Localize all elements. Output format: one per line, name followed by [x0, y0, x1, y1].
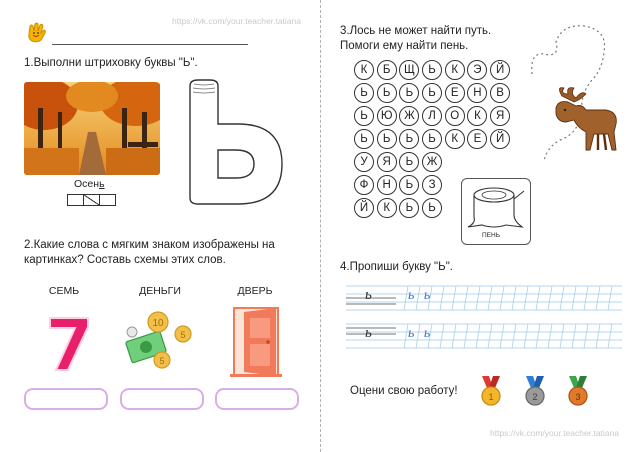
answer-box-sem[interactable] [24, 388, 108, 410]
medal-2-number: 2 [532, 392, 538, 402]
maze-letter[interactable]: Ь [422, 198, 442, 218]
name-line [52, 44, 248, 45]
task2-text-line2: картинках? Составь схемы этих слов. [24, 254, 226, 266]
maze-letter[interactable]: К [377, 198, 397, 218]
digit-seven-icon [44, 314, 92, 374]
maze-letter[interactable]: Ж [399, 106, 419, 126]
svg-text:10: 10 [152, 318, 164, 329]
sample-letter-1: ь [365, 287, 372, 303]
word-scheme [68, 194, 116, 206]
open-door-icon [230, 306, 286, 378]
scheme-cell [99, 194, 116, 206]
maze-letter[interactable]: Б [377, 60, 397, 80]
hand-icon [25, 22, 49, 44]
answer-box-dengi[interactable] [120, 388, 204, 410]
maze-letter[interactable]: Н [377, 175, 397, 195]
maze-letter[interactable]: Ь [399, 152, 419, 172]
maze-letter[interactable]: О [445, 106, 465, 126]
maze-letter[interactable]: Й [354, 198, 374, 218]
maze-letter[interactable]: Й [490, 129, 510, 149]
maze-letter[interactable]: К [445, 60, 465, 80]
maze-letter[interactable]: Ь [399, 129, 419, 149]
medal-3-icon[interactable] [565, 374, 591, 408]
maze-letter[interactable]: Ь [422, 60, 442, 80]
caption-dengi: ДЕНЬГИ [139, 285, 181, 297]
maze-letter[interactable]: Ф [354, 175, 374, 195]
rate-label: Оцени свою работу! [350, 385, 458, 397]
maze-letter[interactable]: Щ [399, 60, 419, 80]
maze-row [354, 129, 532, 149]
maze-letter[interactable]: З [422, 175, 442, 195]
maze-letter[interactable]: Я [377, 152, 397, 172]
maze-row [354, 83, 532, 103]
task3-text-line1: 3.Лось не может найти путь. [340, 25, 492, 37]
photo-word-prefix: Осен [74, 178, 100, 190]
maze-letter[interactable]: Е [467, 129, 487, 149]
maze-row [354, 106, 532, 126]
maze-letter[interactable]: Ь [399, 198, 419, 218]
maze-letter[interactable]: Ж [422, 152, 442, 172]
maze-letter[interactable]: Ь [422, 83, 442, 103]
answer-box-dver[interactable] [215, 388, 299, 410]
maze-letter[interactable]: Ь [399, 175, 419, 195]
maze-row [354, 152, 532, 172]
maze-letter[interactable]: Ь [377, 129, 397, 149]
caption-dver: ДВЕРЬ [237, 285, 273, 297]
photo-word-suffix: ь [99, 178, 105, 190]
task3-text-line2: Помоги ему найти пень. [340, 40, 469, 52]
maze-letter[interactable]: К [354, 60, 374, 80]
maze-letter[interactable]: Ь [354, 83, 374, 103]
medal-1-icon[interactable] [478, 374, 504, 408]
scheme-cell-crossed [83, 194, 100, 206]
maze-letter[interactable]: Ь [422, 129, 442, 149]
maze-letter[interactable]: К [467, 106, 487, 126]
stump-box [461, 178, 531, 245]
maze-letter[interactable]: Ю [377, 106, 397, 126]
maze-letter[interactable]: В [490, 83, 510, 103]
medal-1-number: 1 [488, 392, 494, 402]
medal-3-number: 3 [575, 392, 581, 402]
maze-letter[interactable]: Й [490, 60, 510, 80]
maze-letter[interactable]: Ь [354, 106, 374, 126]
task4-text: 4.Пропиши букву "Ь". [340, 261, 453, 273]
sample-letter-2: ь [365, 325, 372, 341]
photo-word [74, 178, 105, 190]
page-divider [320, 0, 321, 452]
stump-label: ПЕНЬ [482, 232, 500, 239]
watermark-bottom: https://vk.com/your.teacher.tatiana [490, 428, 619, 438]
copy-letters-2[interactable]: ь ь [408, 326, 434, 341]
maze-letter[interactable]: Ь [354, 129, 374, 149]
stump-icon [462, 183, 530, 233]
maze-letter[interactable]: Я [490, 106, 510, 126]
maze-letter[interactable]: К [445, 129, 465, 149]
letter-soft-sign-outline [180, 76, 288, 210]
svg-text:5: 5 [159, 356, 165, 366]
maze-letter[interactable]: Е [445, 83, 465, 103]
task2-text-line1: 2.Какие слова с мягким знаком изображены на [24, 239, 275, 251]
maze-letter[interactable]: Ь [399, 83, 419, 103]
maze-letter[interactable]: Н [467, 83, 487, 103]
caption-sem: СЕМЬ [48, 285, 80, 297]
moose-icon [546, 84, 624, 156]
autumn-park-photo [24, 82, 160, 175]
scheme-cell [67, 194, 84, 206]
svg-text:5: 5 [180, 330, 186, 340]
task1-text: 1.Выполни штриховку буквы "Ь". [24, 57, 198, 69]
money-coins-icon [122, 310, 194, 374]
maze-letter[interactable]: Л [422, 106, 442, 126]
maze-letter[interactable]: Ь [377, 83, 397, 103]
copybook-lines [346, 280, 622, 360]
watermark-top: https://vk.com/your.teacher.tatiana [172, 16, 301, 26]
maze-row [354, 60, 532, 80]
copy-letters-1[interactable]: ь ь [408, 288, 434, 303]
maze-letter[interactable]: У [354, 152, 374, 172]
maze-letter[interactable]: Э [467, 60, 487, 80]
medal-2-icon[interactable] [522, 374, 548, 408]
